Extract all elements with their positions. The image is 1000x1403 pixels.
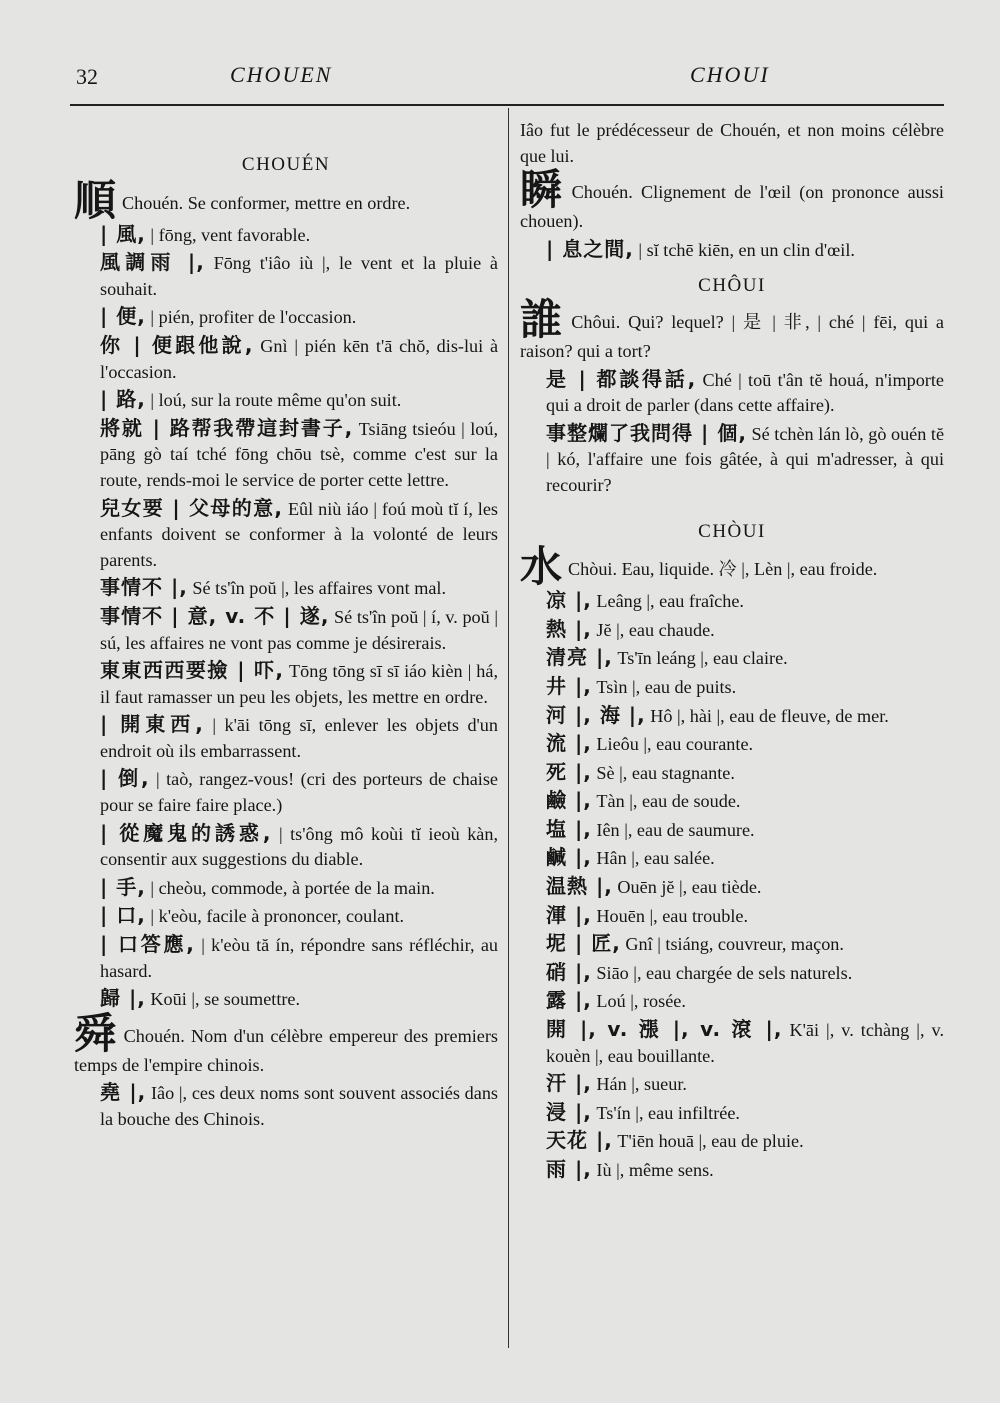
sub-entry bbox=[520, 1017, 944, 1069]
chinese-expression: 塩 |, bbox=[546, 816, 592, 841]
sub-entry bbox=[74, 658, 498, 710]
sub-entry bbox=[520, 421, 944, 499]
section-heading: CHOUÉN bbox=[241, 154, 331, 175]
sub-entry bbox=[74, 712, 498, 764]
chinese-expression: | 手, bbox=[100, 874, 146, 899]
sub-entry bbox=[520, 1157, 944, 1184]
chinese-expression: | 開東西, bbox=[100, 712, 204, 737]
sub-entry-gloss: Hán |, sueur. bbox=[596, 1074, 687, 1095]
sub-entry bbox=[74, 986, 498, 1013]
sub-entry-gloss: Fōng t'iâo iù |, le vent et la pluie à souhait. bbox=[100, 253, 498, 299]
headword-character: 順 bbox=[74, 175, 117, 225]
chinese-expression: | 風, bbox=[100, 221, 146, 246]
chinese-expression: 熱 |, bbox=[546, 616, 592, 641]
chinese-expression: 事整爛了我問得 | 個, bbox=[546, 420, 747, 445]
running-head-right: CHOUI bbox=[690, 62, 770, 87]
headword-definition: Chôui. Qui? lequel? | 是 | 非, | ché | fēi, qui a raison? qui a tort? bbox=[520, 311, 944, 361]
sub-entry bbox=[74, 575, 498, 602]
sub-entry bbox=[520, 1128, 944, 1155]
sub-entry bbox=[520, 788, 944, 815]
sub-entry bbox=[74, 387, 498, 414]
sub-entry-gloss: Iù |, même sens. bbox=[596, 1160, 714, 1180]
chinese-expression: 東東西西要撿 | 吓, bbox=[100, 658, 285, 683]
running-head bbox=[70, 60, 950, 100]
chinese-expression: 坭 | 匠, bbox=[546, 931, 621, 956]
sub-entry bbox=[520, 731, 944, 758]
sub-entry bbox=[74, 821, 498, 873]
chinese-expression: 事情不 | 意, v. 不 | 遂, bbox=[100, 603, 330, 628]
sub-entry-gloss: Gnì | pién kēn t'ā chŏ, dis-lui à l'occasion. bbox=[100, 335, 499, 382]
sub-entry bbox=[74, 875, 498, 902]
headword-entry bbox=[74, 1008, 498, 1079]
page-number: 32 bbox=[76, 64, 98, 89]
sub-entry-gloss: Lieôu |, eau courante. bbox=[596, 734, 754, 755]
sub-entry bbox=[520, 845, 944, 872]
sub-entry-gloss: Siāo |, eau chargée de sels naturels. bbox=[596, 962, 853, 983]
sub-entry bbox=[520, 674, 944, 701]
sub-entry bbox=[74, 250, 498, 302]
chinese-expression: 凉 |, bbox=[546, 588, 592, 613]
sub-entry-gloss: Ts'īn leáng |, eau claire. bbox=[617, 648, 788, 669]
sub-entry-gloss: Iâo |, ces deux noms sont souvent associés dans la bouche des Chinois. bbox=[100, 1083, 499, 1129]
sub-entry bbox=[74, 416, 498, 494]
sub-entry-gloss: | pién, profiter de l'occasion. bbox=[150, 307, 357, 328]
chinese-expression: 井 |, bbox=[546, 673, 592, 698]
sub-entry bbox=[520, 367, 944, 419]
sub-entry-gloss: | k'āi tōng sī, enlever les objets d'un endroit où ils embarrassent. bbox=[100, 715, 498, 761]
sub-entry bbox=[520, 588, 944, 615]
chinese-expression: | 從魔鬼的誘惑, bbox=[100, 820, 272, 845]
sub-entry-gloss: Houēn |, eau trouble. bbox=[596, 905, 749, 926]
sub-entry bbox=[74, 222, 498, 249]
chinese-expression: 浸 |, bbox=[546, 1099, 592, 1124]
left-column bbox=[74, 118, 498, 1133]
sub-entry bbox=[520, 617, 944, 644]
sub-entry-gloss: Tsìn |, eau de puits. bbox=[596, 676, 737, 697]
chinese-expression: | 便, bbox=[100, 304, 146, 329]
headword-entry bbox=[520, 294, 944, 365]
sub-entry bbox=[520, 874, 944, 901]
sub-entry bbox=[74, 903, 498, 930]
sub-entry bbox=[520, 645, 944, 672]
section-heading: CHÒUI bbox=[698, 520, 766, 542]
sub-entry-gloss: Sè |, eau stagnante. bbox=[596, 762, 735, 783]
sub-entry-gloss: Sé ts'în poŭ | í, v. poŭ | sú, les affaires ne vont pas comme je désirerais. bbox=[100, 606, 499, 653]
running-head-left: CHOUEN bbox=[230, 62, 333, 87]
sub-entry bbox=[520, 903, 944, 930]
chinese-expression: 露 |, bbox=[546, 988, 592, 1013]
sub-entry-gloss: | k'eòu, facile à prononcer, coulant. bbox=[150, 906, 405, 927]
chinese-expression: 你 | 便跟他說, bbox=[100, 332, 254, 357]
sub-entry-gloss: Ché | toū t'ân tĕ houá, n'importe qui a droit de parler (dans cette affaire). bbox=[546, 369, 944, 416]
chinese-expression: 事情不 |, bbox=[100, 575, 188, 600]
sub-entry bbox=[74, 496, 498, 574]
headword-character: 水 bbox=[520, 542, 563, 592]
chinese-expression: 汗 |, bbox=[546, 1071, 592, 1096]
sub-entry bbox=[520, 1100, 944, 1127]
sub-entry-gloss: | fōng, vent favorable. bbox=[150, 224, 311, 245]
sub-entry-gloss: Jĕ |, eau chaude. bbox=[596, 619, 715, 640]
section-heading: CHÔUI bbox=[698, 275, 766, 297]
chinese-expression: 是 | 都談得話, bbox=[546, 366, 697, 391]
sub-entry bbox=[74, 766, 498, 818]
sub-entry bbox=[520, 760, 944, 787]
chinese-expression: 天花 |, bbox=[546, 1128, 613, 1153]
chinese-expression: 死 |, bbox=[546, 759, 592, 784]
sub-entry bbox=[74, 932, 498, 984]
headword-entry bbox=[74, 175, 498, 225]
sub-entry bbox=[74, 333, 498, 385]
chinese-expression: | 口, bbox=[100, 903, 146, 928]
chinese-expression: | 路, bbox=[100, 387, 146, 412]
chinese-expression: 鹹 |, bbox=[546, 845, 592, 870]
sub-entry-gloss: Leâng |, eau fraîche. bbox=[596, 591, 744, 612]
sub-entry-gloss: K'āi |, v. tchàng |, v. kouèn |, eau bouillante. bbox=[546, 1020, 944, 1066]
headword-entry bbox=[520, 165, 944, 235]
sub-entry bbox=[520, 931, 944, 958]
chinese-expression: | 息之間, bbox=[546, 236, 634, 261]
sub-entry bbox=[520, 703, 944, 730]
sub-entry-gloss: | k'eòu tă ín, répondre sans réfléchir, au hasard. bbox=[100, 935, 499, 981]
headword-definition: Chouén. Nom d'un célèbre empereur des premiers temps de l'empire chinois. bbox=[74, 1025, 498, 1075]
sub-entry-gloss: Hô |, hài |, eau de fleuve, de mer. bbox=[650, 705, 889, 726]
chinese-expression: 渾 |, bbox=[546, 902, 592, 927]
chinese-expression: 風調雨 |, bbox=[100, 250, 205, 275]
sub-entry-gloss: Gnî | tsiáng, couvreur, maçon. bbox=[625, 934, 844, 955]
sub-entry bbox=[520, 237, 944, 264]
sub-entry bbox=[74, 1080, 498, 1132]
sub-entry-gloss: Tōng tōng sī sī iáo kièn | há, il faut ramasser un peu les objets, les mettre en ordre. bbox=[100, 661, 499, 707]
sub-entry-gloss: | loú, sur la route même qu'on suit. bbox=[150, 390, 402, 411]
chinese-expression: 河 |, 海 |, bbox=[546, 702, 646, 727]
sub-entry-gloss: Sé tchèn lán lò, gò ouén tĕ | kó, l'affaire une fois gâtée, à qui m'adresser, à qui recourir? bbox=[546, 423, 945, 495]
chinese-expression: | 倒, bbox=[100, 766, 150, 791]
sub-entry-gloss: Tàn |, eau de soude. bbox=[596, 791, 741, 812]
headword-definition: Chouén. Se conformer, mettre en ordre. bbox=[122, 192, 411, 213]
chinese-expression: 堯 |, bbox=[100, 1080, 147, 1105]
headword-character: 舜 bbox=[74, 1008, 118, 1058]
sub-entry-gloss: | taò, rangez-vous! (cri des porteurs de chaise pour se faire faire place.) bbox=[100, 769, 498, 816]
continued-text: Iâo fut le prédécesseur de Chouén, et non moins célèbre que lui. bbox=[520, 120, 944, 166]
chinese-expression: 温熱 |, bbox=[546, 874, 613, 899]
sub-entry bbox=[74, 604, 498, 656]
chinese-expression: 將就 | 路帮我帶這封書子, bbox=[100, 415, 354, 440]
sub-entry bbox=[520, 817, 944, 844]
sub-entry-gloss: Sé ts'în poŭ |, les affaires vont mal. bbox=[192, 578, 447, 599]
headword-character: 瞬 bbox=[520, 165, 566, 215]
sub-entry bbox=[520, 988, 944, 1015]
right-column bbox=[520, 118, 944, 1184]
sub-entry-gloss: Hân |, eau salée. bbox=[596, 848, 715, 869]
sub-entry-gloss: Tsiāng tsieóu | loú, pāng gò taí tché fōng chōu tsè, comme c'est sur la route, rends-moi le service de porter cette lettre. bbox=[100, 418, 499, 490]
sub-entry-gloss: Iên |, eau de saumure. bbox=[596, 819, 755, 840]
sub-entry-gloss: Ouēn jĕ |, eau tiède. bbox=[617, 877, 762, 898]
sub-entry bbox=[520, 960, 944, 987]
headword-entry bbox=[520, 542, 944, 592]
sub-entry bbox=[520, 1071, 944, 1098]
chinese-expression: 雨 |, bbox=[546, 1157, 592, 1181]
chinese-expression: 硝 |, bbox=[546, 959, 592, 984]
sub-entry-gloss: Koūi |, se soumettre. bbox=[150, 989, 301, 1010]
headword-definition: Chouén. Clignement de l'œil (on prononce aussi chouen). bbox=[520, 182, 944, 232]
sub-entry-gloss: Eûl niù iáo | foú moù tĭ í, les enfants doivent se conformer à la volonté de leurs parents. bbox=[100, 498, 498, 570]
sub-entry-gloss: | cheòu, commode, à portée de la main. bbox=[150, 877, 435, 898]
column-divider bbox=[508, 108, 509, 1348]
chinese-expression: | 口答應, bbox=[100, 932, 195, 957]
chinese-expression: 開 |, v. 漲 |, v. 滾 |, bbox=[546, 1017, 783, 1042]
header-rule bbox=[70, 104, 944, 106]
headword-definition: Chòui. Eau, liquide. 冷 |, Lèn |, eau froide. bbox=[568, 559, 878, 580]
sub-entry-gloss: Loú |, rosée. bbox=[596, 991, 686, 1012]
sub-entry-gloss: Ts'ín |, eau infiltrée. bbox=[596, 1102, 740, 1123]
sub-entry-gloss: T'iēn houā |, eau de pluie. bbox=[617, 1131, 804, 1152]
chinese-expression: 兒女要 | 父母的意, bbox=[100, 495, 284, 520]
chinese-expression: 鹼 |, bbox=[546, 788, 592, 813]
chinese-expression: 流 |, bbox=[546, 731, 592, 756]
chinese-expression: 清亮 |, bbox=[546, 645, 613, 670]
sub-entry bbox=[74, 304, 498, 331]
sub-entry-gloss: | sĭ tchē kiēn, en un clin d'œil. bbox=[638, 239, 855, 260]
headword-character: 誰 bbox=[520, 294, 566, 344]
chinese-expression: 歸 |, bbox=[100, 986, 146, 1011]
sub-entry-gloss: | ts'ông mô koùi tĭ ieoù kàn, consentir aux suggestions du diable. bbox=[100, 823, 499, 870]
